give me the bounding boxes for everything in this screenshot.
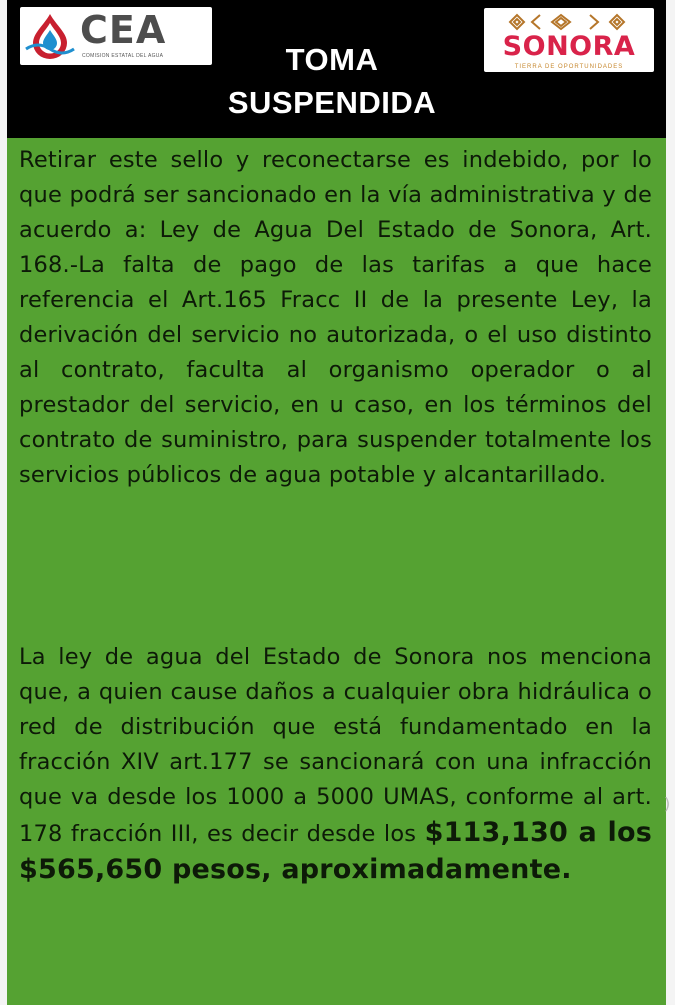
cea-subtitle: COMISIÓN ESTATAL DEL AGUA (82, 53, 164, 59)
damage-paragraph-text: La ley de agua del Estado de Sonora nos menciona que, a quien cause daños a cualquier obra hidráulica o red de distribución que está fundamentado en la fracción XIV art.177 se sancionará con una infracción que va desde los 1000 a 5000 UMAS, conforme al art. 178 fracción III, es decir desde los (19, 644, 652, 847)
sonora-tagline: TIERRA DE OPORTUNIDADES (514, 64, 624, 70)
cea-wordmark: CEA (80, 8, 167, 52)
water-drop-icon (24, 11, 76, 61)
notice-title (162, 38, 502, 124)
title-line-1: TOMA (285, 42, 379, 77)
notice-header (7, 0, 666, 138)
sonora-wordmark: SONORA (502, 31, 636, 62)
sonora-pattern-icon (506, 11, 632, 33)
damage-paragraph (19, 640, 652, 889)
title-line-2: SUSPENDIDA (227, 85, 437, 120)
sanction-paragraph: Retirar este sello y reconectarse es indebido, por lo que podrá ser sancionado en la vía administrativa y de acuerdo a: Ley de Agua Del Estado de Sonora, Art. 168.-La falta de pago de las tarifas a que hace referencia el Art.165 Fracc II de la presente Ley, la derivación del servicio no autorizada, o el uso distinto al contrato, faculta al organismo operador o al prestador del servicio, en u caso, en los términos del contrato de suministro, para suspender totalmente los servicios públicos de agua potable y alcantarillado. (19, 147, 652, 488)
sonora-logo (484, 8, 654, 72)
notice-card (7, 0, 666, 1005)
edge-fragment: ) (664, 794, 671, 813)
fine-amount: $113,130 a los $565,650 pesos, aproximadamente. (19, 817, 652, 885)
